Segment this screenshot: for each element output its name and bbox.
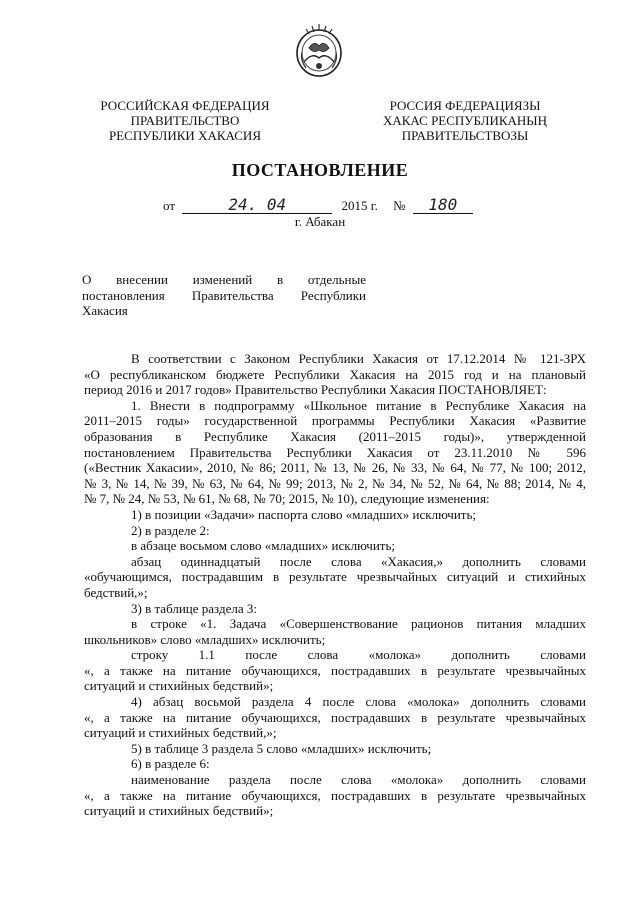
body-line: бедствий,»;	[84, 584, 148, 600]
date-number-line	[163, 197, 473, 214]
header-right-line: ХАКАС РЕСПУБЛИКАНЫҢ	[382, 113, 548, 128]
city: г. Абакан	[294, 214, 346, 229]
body-line: «, а также на питание обучающихся, пострадавших в результате чрезвычайных	[84, 787, 586, 803]
body-line: строку 1.1 после слова «молока» дополнить словами	[131, 647, 586, 663]
header-right-khakas	[340, 98, 590, 143]
document-title: ПОСТАНОВЛЕНИЕ	[231, 160, 409, 180]
subject-word: внесении	[116, 272, 168, 287]
subject-word: Республики	[300, 287, 366, 303]
body-line: постановлением Правительства Республики Хакасия от 23.11.2010 № 596	[84, 444, 586, 460]
subject-line	[82, 271, 366, 287]
body-line: «О республиканском бюджете Республики Хакасия на 2015 год и на плановый	[84, 366, 586, 382]
body-line: в абзаце восьмом слово «младших» исключить;	[131, 538, 396, 554]
document-subject	[82, 271, 366, 318]
body-line: образования в Республике Хакасия (2011–2015 годы)», утвержденной	[84, 428, 586, 444]
body-line: В соответствии с Законом Республики Хакасия от 17.12.2014 № 121-ЗРХ	[131, 351, 586, 366]
number-sign: №	[393, 198, 406, 213]
body-line: № 3, № 14, № 39, № 63, № 64, № 99; 2013, № 2, № 34, № 52, № 64, № 88; 2014, № 4,	[84, 475, 586, 491]
subject-word: отдельные	[307, 272, 366, 287]
header-right-line: РОССИЯ ФЕДЕРАЦИЯЗЫ	[389, 98, 541, 113]
body-line: в строке «1. Задача «Совершенствование рационов питания младших	[131, 616, 586, 632]
body-line: 5) в таблице 3 раздела 5 слово «младших» исключить;	[131, 740, 432, 756]
body-line: 1) в позиции «Задачи» паспорта слово «младших» исключить;	[131, 506, 477, 522]
body-line: 6) в разделе 6:	[131, 756, 210, 772]
body-line: 3) в таблице раздела 3:	[131, 600, 257, 616]
header-left-russian	[60, 98, 310, 143]
body-line: ситуаций и стихийных бедствий»;	[84, 678, 274, 694]
document-number: 180	[413, 197, 473, 214]
header-left-line: ПРАВИТЕЛЬСТВО	[130, 113, 240, 128]
header-right-line: ПРАВИТЕЛЬСТВОЗЫ	[401, 128, 529, 143]
subject-word: Правительства	[191, 287, 274, 303]
subject-line	[82, 287, 366, 303]
body-line: школьников» слово «младших» исключить;	[84, 631, 326, 647]
header-left-line: РОССИЙСКАЯ ФЕДЕРАЦИЯ	[100, 98, 270, 113]
document-body	[84, 351, 586, 819]
body-line: период 2016 и 2017 годов» Правительство Республики Хакасия ПОСТАНОВЛЯЕТ:	[84, 382, 547, 398]
body-line: «, а также на питание обучающихся, пострадавших в результате чрезвычайных	[84, 709, 586, 725]
body-line: наименование раздела после слова «молока» дополнить словами	[131, 772, 586, 788]
header-left-line: РЕСПУБЛИКИ ХАКАСИЯ	[108, 128, 261, 143]
subject-word: О	[82, 272, 92, 287]
subject-word: Хакасия	[82, 303, 128, 319]
body-line: 2011–2015 годы» государственной программы Республики Хакасия «Развитие	[84, 413, 586, 429]
date-year: 2015 г.	[341, 198, 378, 213]
subject-word: постановления	[82, 287, 165, 303]
body-line: ситуаций и стихийных бедствий,»;	[84, 725, 277, 741]
date-day-month: 24. 04	[182, 197, 332, 214]
body-line: № 7, № 24, № 53, № 61, № 68, № 70; 2015, № 10), следующие изменения:	[84, 491, 490, 507]
body-line: «обучающимся, пострадавшим в результате чрезвычайных ситуаций и стихийных	[84, 569, 586, 585]
subject-word: изменений	[192, 272, 253, 287]
body-line: («Вестник Хакасии», 2010, № 86; 2011, № 13, № 26, № 33, № 64, № 77, № 100; 2012,	[84, 460, 586, 476]
body-line: 2) в разделе 2:	[131, 522, 210, 538]
subject-word: в	[276, 272, 284, 287]
body-line: абзац одиннадцатый после слова «Хакасия,» дополнить словами	[131, 553, 586, 569]
body-line: ситуаций и стихийных бедствий»;	[84, 803, 274, 819]
body-line: 4) абзац восьмой раздела 4 после слова «молока» дополнить словами	[131, 694, 586, 710]
body-line: «, а также на питание обучающихся, пострадавших в результате чрезвычайных	[84, 662, 586, 678]
date-prefix: от	[163, 198, 176, 213]
subject-line	[82, 302, 366, 318]
body-line: 1. Внести в подпрограмму «Школьное питание в Республике Хакасия на	[131, 397, 586, 413]
coat-of-arms-emblem-icon	[292, 22, 346, 78]
